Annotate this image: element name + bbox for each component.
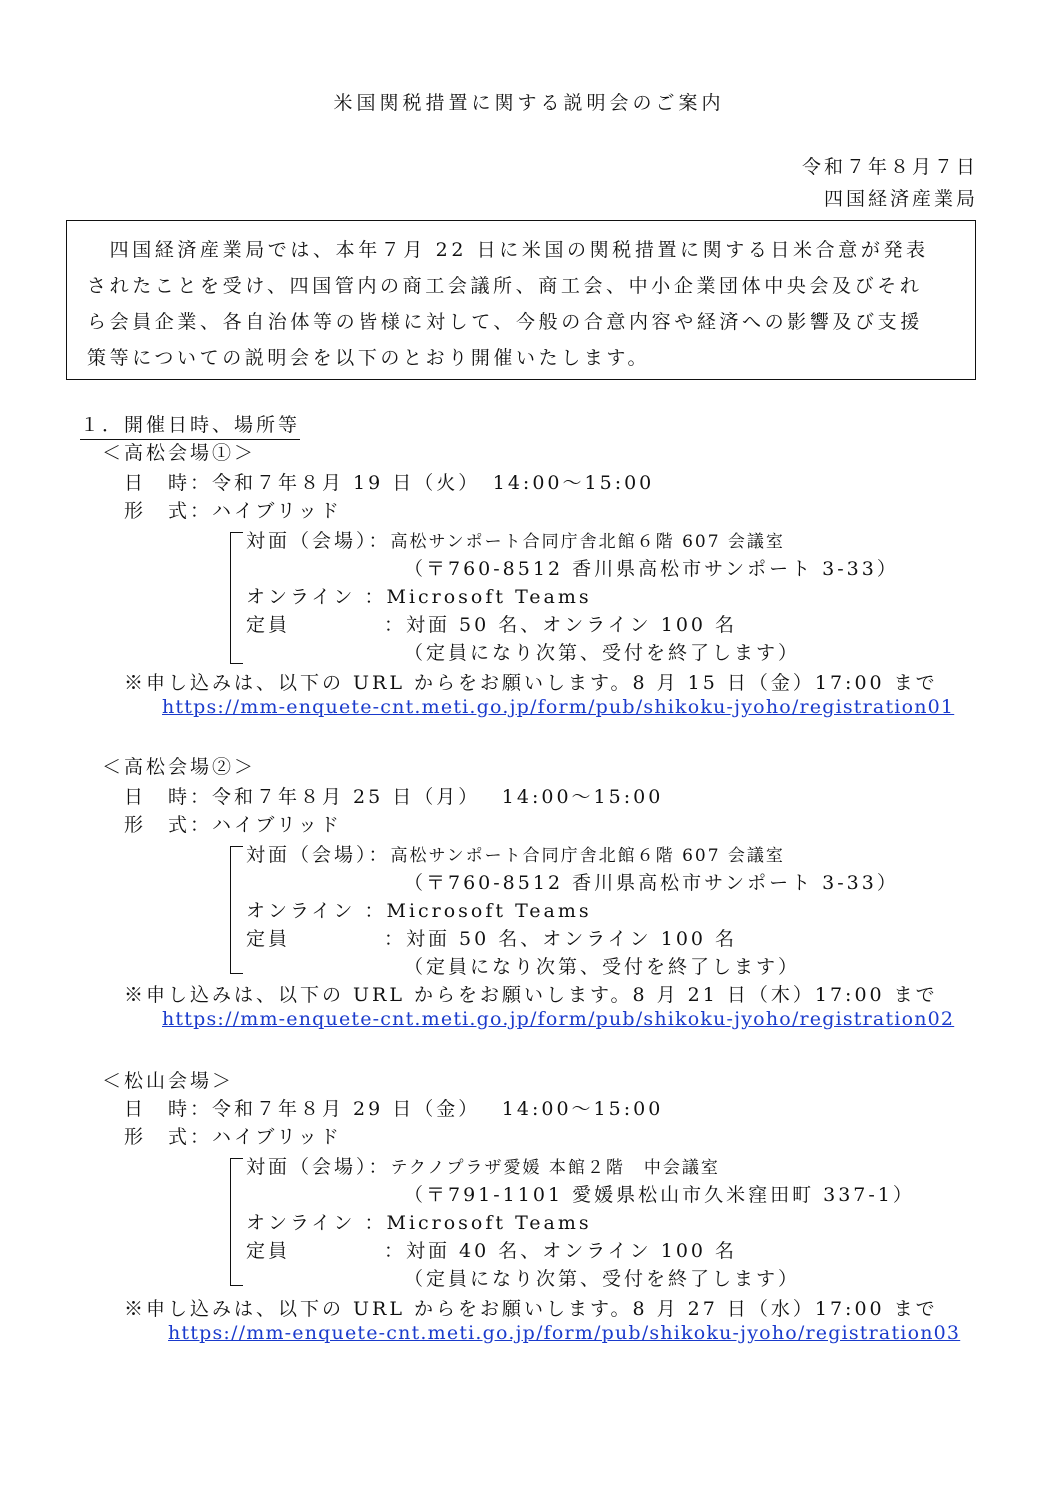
venue-heading: ＜高松会場①＞ <box>102 442 257 464</box>
venue-format: 形 式：ハイブリッド <box>124 1126 342 1148</box>
notice-line: 策等についての説明会を以下のとおり開催いたします。 <box>87 347 651 369</box>
section-heading: １．開催日時、場所等 <box>80 410 300 440</box>
registration-link[interactable]: https://mm-enquete-cnt.meti.go.jp/form/pub/shikoku-jyoho/registration02 <box>162 1008 955 1030</box>
inperson-label: 対面（会場）： <box>246 844 391 866</box>
inperson-place: テクノプラザ愛媛 本館２階 中会議室 <box>390 1158 720 1178</box>
capacity-label: 定員 <box>246 928 291 950</box>
capacity-value: ：対面 50 名、オンライン 100 名 <box>384 614 738 636</box>
venue-heading: ＜松山会場＞ <box>102 1070 235 1092</box>
capacity-value: ：対面 40 名、オンライン 100 名 <box>384 1240 738 1262</box>
online-value: Microsoft Teams <box>386 1212 592 1234</box>
inperson-row <box>246 526 785 553</box>
inperson-label: 対面（会場）： <box>246 1156 391 1178</box>
issue-date: 令和７年８月７日 <box>801 156 978 178</box>
bracket <box>230 846 243 974</box>
registration-link[interactable]: https://mm-enquete-cnt.meti.go.jp/form/pub/shikoku-jyoho/registration01 <box>162 696 955 718</box>
capacity-value: ：対面 50 名、オンライン 100 名 <box>384 928 738 950</box>
inperson-row <box>246 840 785 867</box>
venue-address: （〒760-8512 香川県高松市サンポート 3-33） <box>404 558 899 580</box>
venue-address: （〒760-8512 香川県高松市サンポート 3-33） <box>404 872 899 894</box>
capacity-label: 定員 <box>246 1240 291 1262</box>
capacity-note: （定員になり次第、受付を終了します） <box>404 642 801 664</box>
capacity-note: （定員になり次第、受付を終了します） <box>404 956 801 978</box>
inperson-place: 高松サンポート合同庁舎北館６階 607 会議室 <box>390 532 785 552</box>
online-label: オンライン ： <box>246 1212 387 1234</box>
notice-line: されたことを受け、四国管内の商工会議所、商工会、中小企業団体中央会及びそれ <box>87 275 923 297</box>
inperson-row <box>246 1152 720 1179</box>
apply-note: ※申し込みは、以下の URL からをお願いします。8 月 27 日（水）17:00 まで <box>124 1298 938 1320</box>
venue-datetime: 日 時：令和７年８月 19 日（火） 14:00～15:00 <box>124 472 655 494</box>
inperson-place: 高松サンポート合同庁舎北館６階 607 会議室 <box>390 846 785 866</box>
online-label: オンライン ： <box>246 900 387 922</box>
venue-format: 形 式：ハイブリッド <box>124 500 342 522</box>
apply-note: ※申し込みは、以下の URL からをお願いします。8 月 15 日（金）17:00 まで <box>124 672 938 694</box>
venue-datetime: 日 時：令和７年８月 25 日（月） 14:00～15:00 <box>124 786 664 808</box>
issuing-organization: 四国経済産業局 <box>823 188 978 210</box>
registration-link[interactable]: https://mm-enquete-cnt.meti.go.jp/form/pub/shikoku-jyoho/registration03 <box>168 1322 961 1344</box>
notice-line: 四国経済産業局では、本年７月 22 日に米国の関税措置に関する日米合意が発表 <box>87 239 929 261</box>
venue-heading: ＜高松会場②＞ <box>102 756 257 778</box>
inperson-label: 対面（会場）： <box>246 530 391 552</box>
online-value: Microsoft Teams <box>386 586 592 608</box>
online-row <box>246 1208 592 1235</box>
online-label: オンライン ： <box>246 586 387 608</box>
bracket <box>230 532 243 664</box>
apply-note: ※申し込みは、以下の URL からをお願いします。8 月 21 日（木）17:00 まで <box>124 984 938 1006</box>
capacity-note: （定員になり次第、受付を終了します） <box>404 1268 801 1290</box>
bracket <box>230 1158 243 1286</box>
venue-datetime: 日 時：令和７年８月 29 日（金） 14:00～15:00 <box>124 1098 664 1120</box>
capacity-label: 定員 <box>246 614 291 636</box>
venue-format: 形 式：ハイブリッド <box>124 814 342 836</box>
online-row <box>246 582 592 609</box>
notice-line: ら会員企業、各自治体等の皆様に対して、今般の合意内容や経済への影響及び支援 <box>87 311 923 333</box>
venue-address: （〒791-1101 愛媛県松山市久米窪田町 337-1） <box>404 1184 915 1206</box>
online-value: Microsoft Teams <box>386 900 592 922</box>
online-row <box>246 896 592 923</box>
notice-box <box>66 220 976 380</box>
document-title: 米国関税措置に関する説明会のご案内 <box>333 92 725 114</box>
